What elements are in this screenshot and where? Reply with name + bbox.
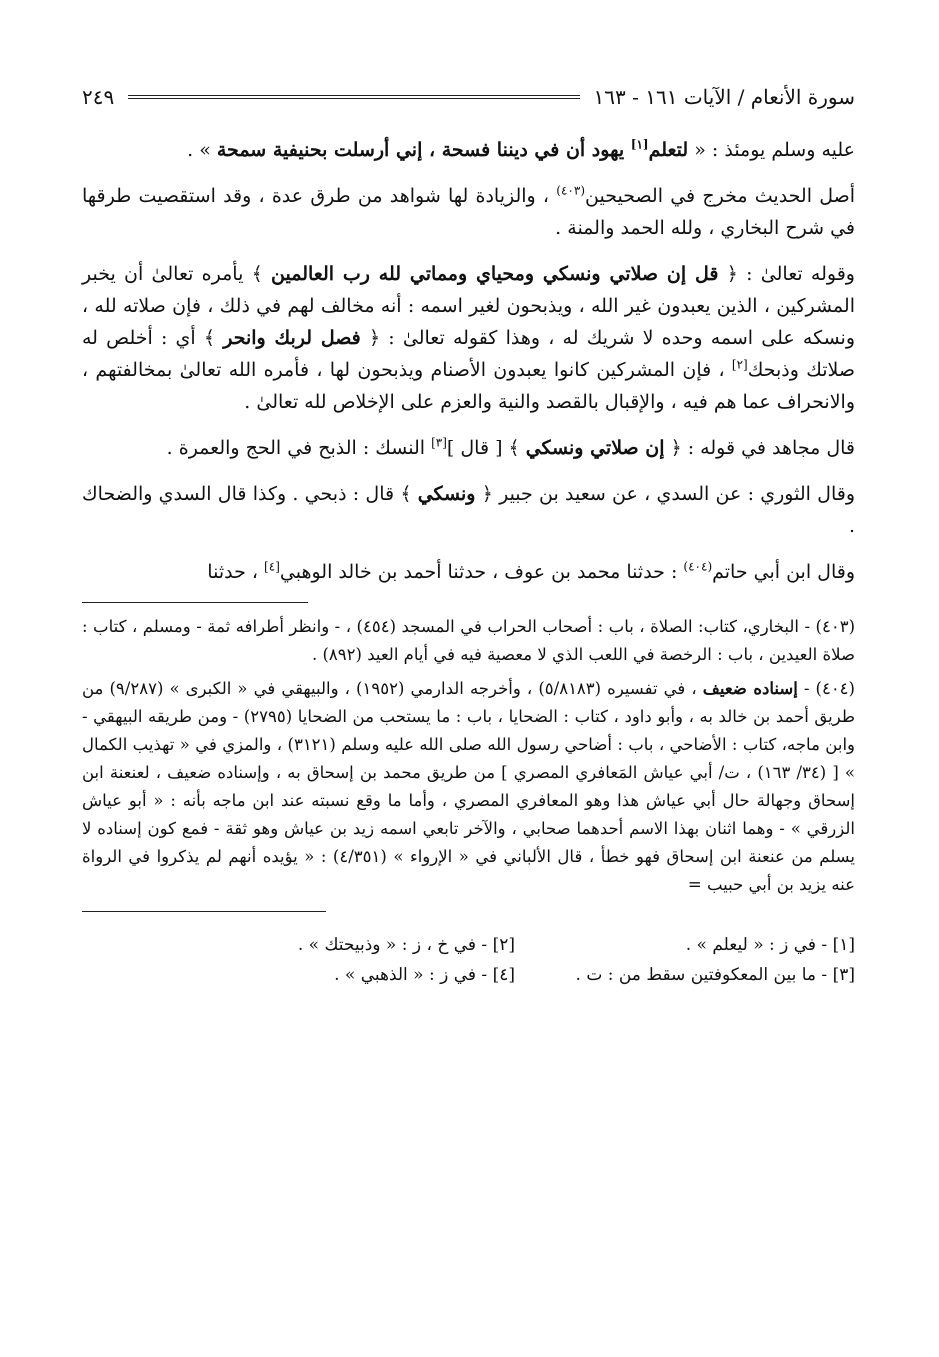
manuscript-variants	[82, 930, 855, 990]
hadith-quote: لتعلم[١] يهود أن في ديننا فسحة ، إني أرسلت بحنيفية سمحة	[216, 137, 689, 161]
page-number: ٢٤٩	[82, 85, 115, 109]
quran-verse: إن صلاتي ونسكي	[525, 437, 665, 459]
paragraph-5: وقال الثوري : عن السدي ، عن سعيد بن جبير ﴿ ونسكي ﴾ قال : ذبحي . وكذا قال السدي والضحاك .	[82, 483, 855, 537]
footnote-separator	[82, 602, 308, 603]
paragraph-4: قال مجاهد في قوله : ﴿ إن صلاتي ونسكي ﴾ [ قال ][٣] النسك : الذبح في الحج والعمرة .	[166, 435, 855, 459]
variant-note-4: [٤] - في ز : « الذهبي » .	[334, 965, 515, 985]
main-text	[82, 134, 855, 588]
footnote-404: (٤٠٤) - إسناده ضعيف ، في تفسيره (٥/٨١٨٣) ، وأخرجه الدارمي (١٩٥٢) ، والبيهقي في « الكبرى » (٩/٢٨٧) من طريق أحمد بن خالد به ، وأبو داود ، كتاب : الضحايا ، باب : ما يستحب من الضحايا (٢٧٩٥) - ومن طريقه البيهقي - وابن ماجه، كتاب : الأضاحي ، باب : أضاحي رسول الله صلى الله عليه وسلم (٣١٢١) ، والمزي في « تهذيب الكمال » [ (٣٤/ ١٦٣) ، ت/ أبي عياش المَعافري المصري ] من طريق محمد بن إسحاق به ، وإسناده ضعيف ، لعنعنة ابن إسحاق وجهالة حال أبي عياش هذا وهو المعافري المصري ، وأما ما وقع نسبته عند ابن ماجه بأنه : « أبو عياش الزرقي » - وهما اثنان بهذا الاسم أحدهما صحابي ، والآخر تابعي اسمه زيد بن عياش وهو ثقة - فمع كون إسناده لا يسلم من عنعنة ابن إسحاق فهو خطأ ، قال الألباني في « الإرواء » (٤/٣٥١) : « يؤيده أنهم لم يذكروا في الرواة عنه يزيد بن أبي حبيب =	[82, 679, 856, 894]
quran-verse: قل إن صلاتي ونسكي ومحياي ومماتي لله رب العالمين	[271, 263, 719, 285]
paragraph-3: وقوله تعالىٰ : ﴿ قل إن صلاتي ونسكي ومحياي ومماتي لله رب العالمين ﴾ يأمره تعالىٰ أن يخبر المشركين ، الذين يعبدون غير الله ، ويذبحون لغير اسمه : أنه مخالف لهم في ذلك ، فإن صلاته لله ، ونسكه على اسمه وحده لا شريك له ، وهذا كقوله تعالىٰ : ﴿ فصل لربك وانحر ﴾ أي : أخلص له صلاتك وذبحك[٢] ، فإن المشركين كانوا يعبدون الأصنام ويذبحون لها ، فأمره الله تعالىٰ بمخالفتهم ، والانحراف عما هم فيه ، والإقبال بالقصد والنية والعزم على الإخلاص لله تعالىٰ .	[82, 263, 856, 413]
surah-title: سورة الأنعام / الآيات ١٦١ - ١٦٣	[593, 85, 855, 109]
quran-verse: ونسكي	[417, 483, 476, 505]
footnotes	[82, 613, 855, 899]
variant-note-2: [٢] - في خ ، ز : « وذبيحتك » .	[297, 935, 515, 955]
footnote-ref-403: (٤٠٣)	[556, 183, 585, 198]
quran-verse: فصل لربك وانحر	[223, 327, 361, 349]
variant-note-1: [١] - في ز : « ليعلم » .	[685, 935, 855, 955]
running-header	[82, 80, 855, 114]
variants-row	[82, 930, 855, 960]
variant-ref-1: [١]	[630, 137, 649, 152]
footnote-403: (٤٠٣) - البخاري، كتاب: الصلاة ، باب : أصحاب الحراب في المسجد (٤٥٤) ، - وانظر أطرافه ثمة - ومسلم ، كتاب : صلاة العيدين ، باب : الرخصة في اللعب الذي لا معصية فيه في أيام العيد (٨٩٢) .	[82, 617, 855, 664]
variant-note-3: [٣] - ما بين المعكوفتين سقط من : ت .	[575, 965, 855, 985]
footnote-ref-404: (٤٠٤)	[683, 559, 713, 574]
paragraph-2: أصل الحديث مخرج في الصحيحين$^{(٤٠٣)}$ ، والزيادة لها شواهد من طرق عدة ، وقد استقصيت طرقها في شرح البخاري ، ولله الحمد والمنة .	[82, 183, 856, 239]
variant-ref-3: [٣]	[431, 435, 447, 450]
header-rule	[128, 95, 579, 99]
variant-ref-2: [٢]	[731, 357, 748, 372]
paragraph-1: عليه وسلم يومئذ : « لتعلم[١] يهود أن في ديننا فسحة ، إني أرسلت بحنيفية سمحة » .	[187, 137, 855, 161]
variant-ref-4: [٤]	[264, 559, 280, 574]
variants-row	[82, 960, 855, 990]
paragraph-6: وقال ابن أبي حاتم$^{(٤٠٤)}$ : حدثنا محمد بن عوف ، حدثنا أحمد بن خالد الوهبي[٤] ، حدثنا	[207, 559, 855, 583]
variants-separator	[82, 911, 326, 912]
